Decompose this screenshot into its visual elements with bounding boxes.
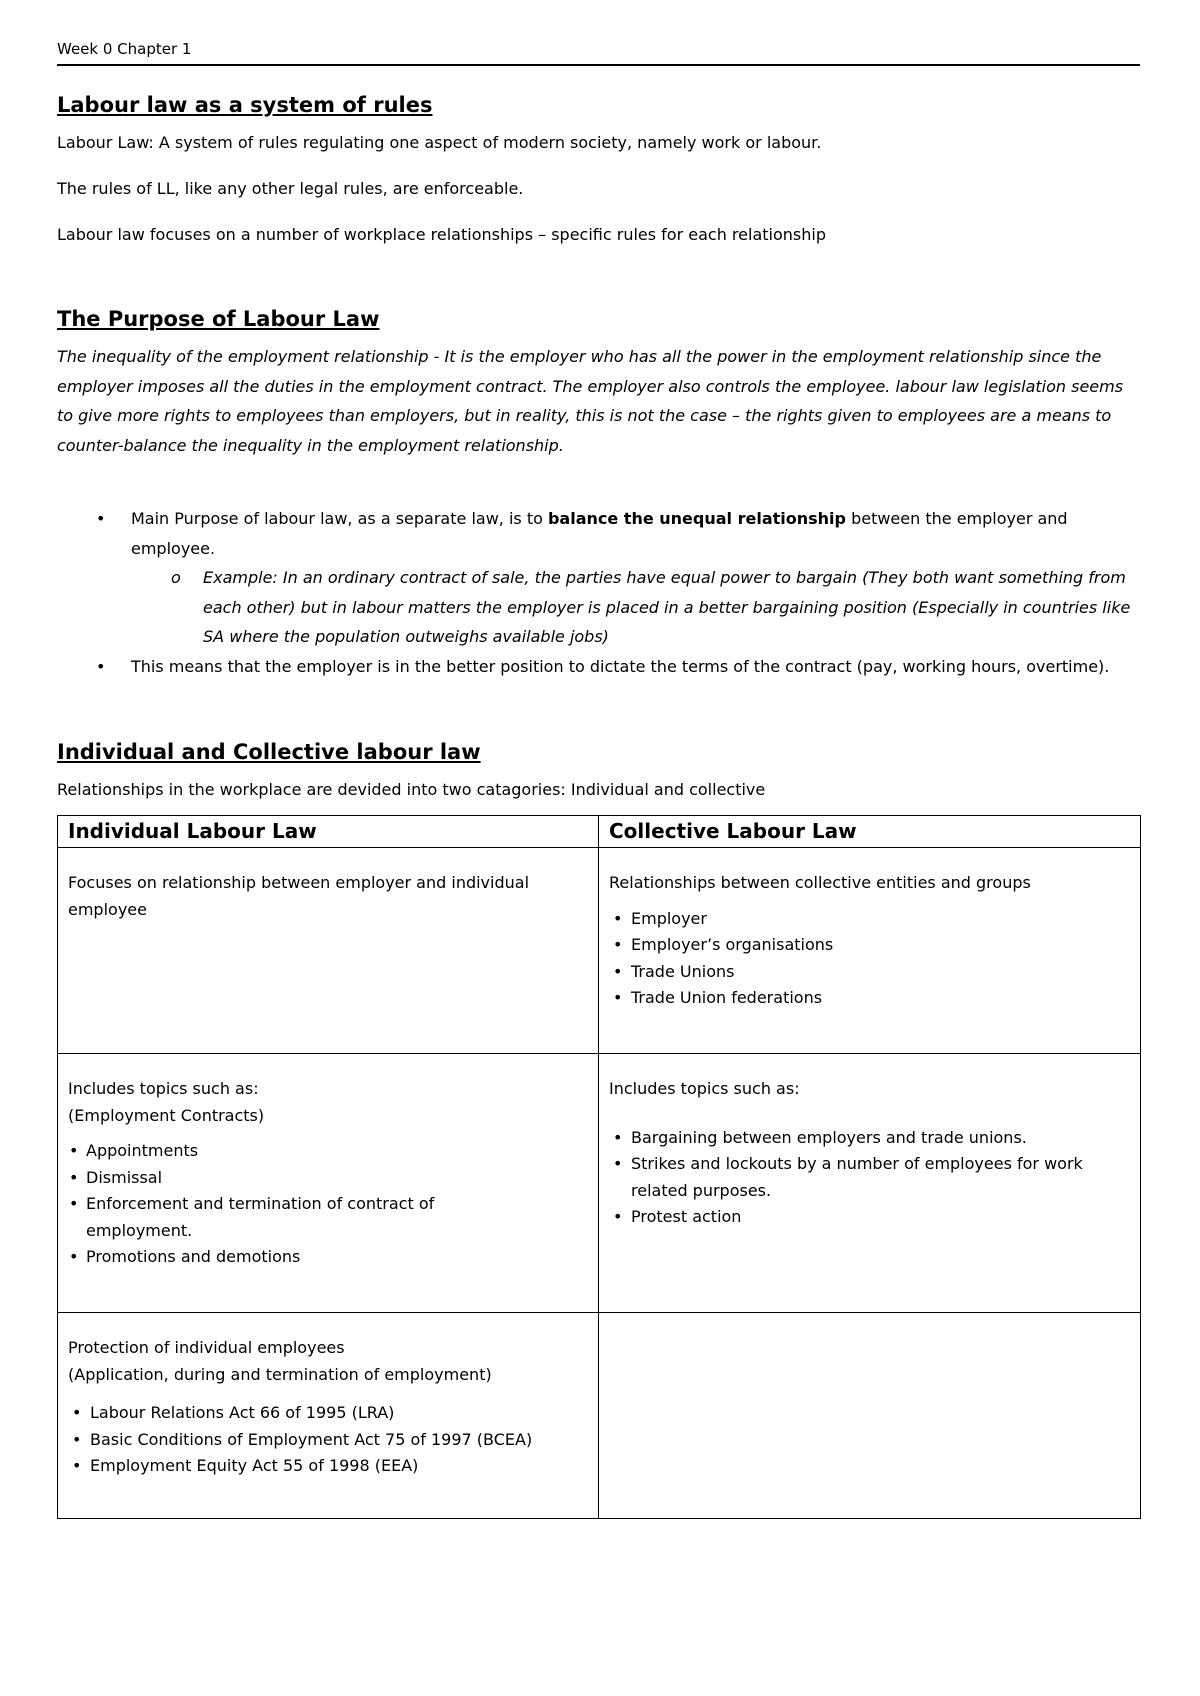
paragraph-definition: Labour Law: A system of rules regulating one aspect of modern society, namely work or labour. [57,133,822,152]
paragraph-inequality: The inequality of the employment relationship - It is the employer who has all the power in the employment relationship since the employer imposes all the duties in the employment contract. The employer also controls the employee. labour law legislation seems to give more rights to employees than employers, but in reality, this is not the case – the rights given to employees are a means to counter-balance the inequality in the employment relationship. [57,347,1124,455]
bullet-icon: • [96,509,106,528]
list-item: o Example: In an ordinary contract of sale, the parties have equal power to bargain (They both want something from each other) but in labour matters the employer is placed in a better bargaining position (Especially in countries like SA where the population outweighs available jobs) [131,563,1140,652]
bullet-icon: • [613,908,623,928]
table-cell: Includes topics such as: • Bargaining between employers and trade unions. • Strikes and lockouts by a number of employees for work related purposes. • Protest action [599,1054,1141,1313]
bullet-icon: • [72,1456,82,1475]
table-row [58,848,1141,1054]
bullet-icon: • [613,1154,623,1173]
table-cell: Protection of individual employees (Application, during and termination of employment) • Labour Relations Act 66 of 1995 (LRA) • Basic Conditions of Employment Act 75 of 1997 (BCEA) • Employment Equity Act 55 of 1998 (EEA) [58,1313,599,1519]
heading-system-of-rules: Labour law as a system of rules [57,93,433,117]
sub-bullet-list [131,563,1140,652]
list-item: • Main Purpose of labour law, as a separate law, is to balance the unequal relationship between the employer and employee. o Example: In an ordinary contract of sale, the parties have equal power to bargain (They both want something from each other) but in labour matters the employer is placed in a better bargaining position (Especially in countries like SA where the population outweighs available jobs) [57,504,1140,652]
paragraph-relationships: Labour law focuses on a number of workplace relationships – specific rules for each relationship [57,225,826,244]
list-item: • Enforcement and termination of contract of employment. [68,1191,588,1244]
list-item: • Employer [609,906,1130,933]
bullet-icon: • [69,1167,79,1187]
emphasis-text: balance the unequal relationship [547,509,846,528]
table-cell: Includes topics such as: (Employment Contracts) • Appointments • Dismissal • Enforcement and termination of contract of employment. • Promotions and demotions [58,1054,599,1313]
bullet-icon: • [613,1207,623,1226]
list-item: • Trade Unions [609,959,1130,986]
list-item: • Promotions and demotions [68,1244,588,1271]
bullet-icon: • [613,1127,623,1147]
list-item: • Basic Conditions of Employment Act 75 of 1997 (BCEA) [68,1427,588,1454]
individual-topics-list [68,1138,588,1271]
legislation-list [68,1400,588,1480]
list-item: • Protest action [609,1204,1130,1231]
list-item: • Trade Union federations [609,985,1130,1012]
bullet-icon: • [72,1403,82,1422]
list-item: • Bargaining between employers and trade unions. [609,1125,1130,1152]
list-item: • Employer’s organisations [609,932,1130,959]
bullet-icon: • [69,1247,79,1266]
heading-individual-collective: Individual and Collective labour law [57,740,481,764]
list-item: • Appointments [68,1138,588,1165]
comparison-table [57,815,1141,1519]
page-header: Week 0 Chapter 1 [57,40,1140,66]
table-cell: Focuses on relationship between employer and individual employee [58,848,599,1054]
column-header-collective: Collective Labour Law [599,816,1141,848]
heading-purpose: The Purpose of Labour Law [57,307,380,331]
bullet-icon: • [72,1429,82,1449]
bullet-icon: • [69,1141,79,1160]
bullet-icon: • [613,935,623,954]
table-cell-empty [599,1313,1141,1519]
bullet-icon: • [69,1194,79,1213]
paragraph-enforceable: The rules of LL, like any other legal rules, are enforceable. [57,179,524,198]
bullet-icon: • [613,961,623,981]
collective-entities-list [609,906,1130,1012]
paragraph-categories: Relationships in the workplace are devided into two catagories: Individual and collective [57,780,766,799]
list-item: • Dismissal [68,1165,588,1192]
circle-bullet-icon: o [171,568,181,587]
list-item: • Strikes and lockouts by a number of employees for work related purposes. [609,1151,1130,1204]
table-row [58,1054,1141,1313]
table-row [58,1313,1141,1519]
document-page [57,40,1140,1519]
column-header-individual: Individual Labour Law [58,816,599,848]
table-header-row [58,816,1141,848]
list-item: • This means that the employer is in the better position to dictate the terms of the contract (pay, working hours, overtime). [57,652,1140,682]
list-item: • Labour Relations Act 66 of 1995 (LRA) [68,1400,588,1427]
bullet-icon: • [96,656,106,676]
list-item: • Employment Equity Act 55 of 1998 (EEA) [68,1453,588,1480]
purpose-bullet-list [57,504,1140,681]
collective-topics-list [609,1125,1130,1231]
table-cell: Relationships between collective entities and groups • Employer • Employer’s organisations • Trade Unions • Trade Union federations [599,848,1141,1054]
bullet-icon: • [613,988,623,1007]
